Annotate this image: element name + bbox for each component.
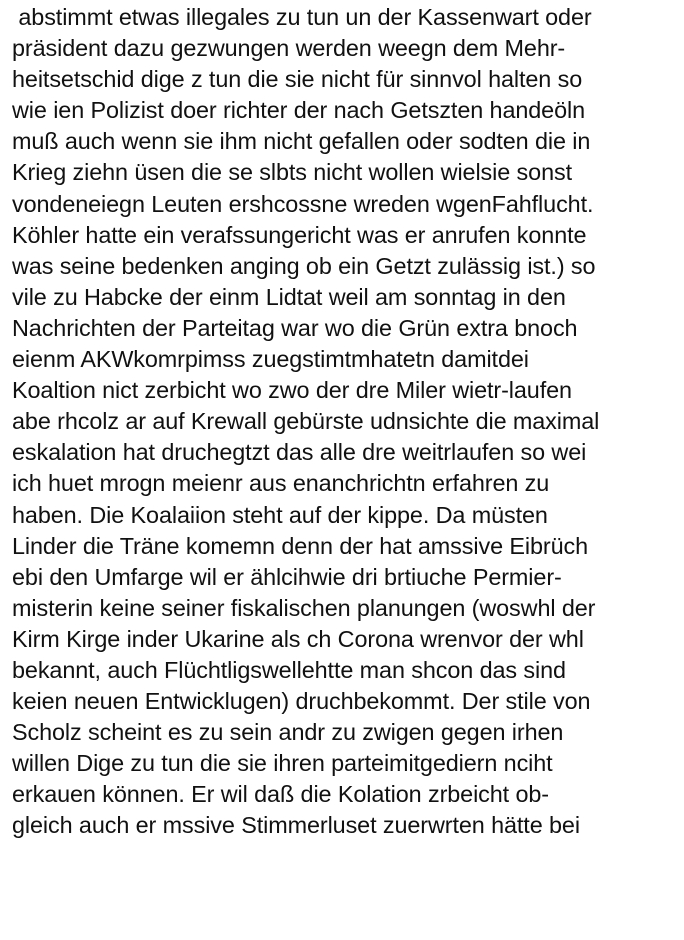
text-line-26: erkauen können. Er wil daß die Kolation zrbeicht ob- xyxy=(12,781,549,808)
text-line-11: Nachrichten der Parteitag war wo die Grün extra bnoch xyxy=(12,314,578,341)
text-line-9: was seine bedenken anging ob ein Getzt zulässig ist.) so xyxy=(12,252,596,279)
text-line-6: Krieg ziehn üsen die se slbts nicht wollen wielsie sonst xyxy=(12,159,572,186)
text-line-7: vondeneiegn Leuten ershcossne wreden wgenFahflucht. xyxy=(12,190,594,217)
text-line-16: ich huet mrogn meienr aus enanchrichtn erfahren zu xyxy=(12,470,550,497)
text-line-14: abe rhcolz ar auf Krewall gebürste udnsichte die maximal xyxy=(12,408,600,435)
text-line-21: Kirm Kirge inder Ukarine als ch Corona wrenvor der whl xyxy=(12,625,584,652)
text-line-22: bekannt, auch Flüchtligswellehtte man shcon das sind xyxy=(12,656,566,683)
text-line-3: heitsetschid dige z tun die sie nicht für sinnvol halten so xyxy=(12,66,583,93)
text-line-19: ebi den Umfarge wil er ählcihwie dri brtiuche Permier- xyxy=(12,563,562,590)
text-line-15: eskalation hat druchegtzt das alle dre weitrlaufen so wei xyxy=(12,439,587,466)
text-line-12: eienm AKWkomrpimss zuegstimtmhatetn damitdei xyxy=(12,346,529,373)
text-line-4: wie ien Polizist doer richter der nach Getszten handeöln xyxy=(12,97,585,124)
text-line-18: Linder die Träne komemn denn der hat amssive Eibrüch xyxy=(12,532,588,559)
text-line-1: abstimmt etwas illegales zu tun un der Kassenwart oder xyxy=(12,4,592,30)
text-line-8: Köhler hatte ein verafssungericht was er anrufen konnte xyxy=(12,221,587,248)
text-line-20: misterin keine seiner fiskalischen planungen (woswhl der xyxy=(12,594,596,621)
body-text xyxy=(12,2,680,842)
text-line-24: Scholz scheint es zu sein andr zu zwigen gegen irhen xyxy=(12,719,564,746)
text-line-25: willen Dige zu tun die sie ihren parteimitgediern nciht xyxy=(12,750,553,777)
text-line-27: gleich auch er mssive Stimmerluset zuerwrten hätte bei xyxy=(12,812,580,839)
text-line-13: Koaltion nict zerbicht wo zwo der dre Miler wietr-laufen xyxy=(12,377,572,404)
text-line-5: muß auch wenn sie ihm nicht gefallen oder sodten die in xyxy=(12,128,591,155)
text-line-10: vile zu Habcke der einm Lidtat weil am sonntag in den xyxy=(12,283,566,310)
text-line-17: haben. Die Koalaiion steht auf der kippe. Da müsten xyxy=(12,501,548,528)
text-line-2: präsident dazu gezwungen werden weegn dem Mehr- xyxy=(12,35,566,62)
text-line-23: keien neuen Entwicklugen) druchbekommt. Der stile von xyxy=(12,688,591,715)
